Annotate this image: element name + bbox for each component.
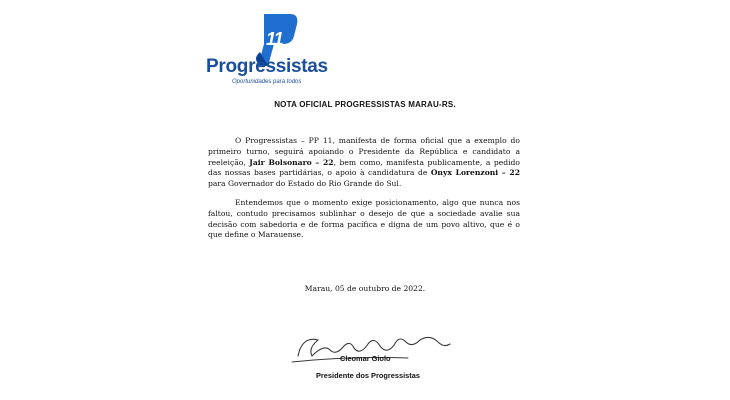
paragraph-position: Entendemos que o momento exige posicionamento, algo que nunca nos faltou, contudo precisamos sublinhar o desejo de que a sociedade avalie sua decisão com sabedoria e de forma pacífica e digna de um povo altivo, que é o que define o Marauense. bbox=[208, 197, 520, 240]
document-date: Marau, 05 de outubro de 2022. bbox=[304, 284, 426, 293]
document-title: NOTA OFICIAL PROGRESSISTAS MARAU-RS. bbox=[274, 100, 456, 109]
signer-name: Cleomar Giolo bbox=[340, 354, 391, 363]
party-number: 11 bbox=[266, 29, 283, 49]
paragraph-support-text-3: para Governador do Estado do Rio Grande do Sul. bbox=[208, 179, 402, 189]
paragraph-support-text-1: O Progressistas – PP 11, manifesta de forma oficial que a exemplo do primeiro turno, seguirá apoiando o Presidente da República e candidato a reeleição, bbox=[208, 136, 520, 167]
signer-role: Presidente dos Progressistas bbox=[316, 371, 420, 380]
paragraph-support-text-2: , bem como, manifesta publicamente, a pedido das nossas bases partidárias, o apoio à candidatura de bbox=[208, 157, 520, 178]
party-wordmark: Progressistas bbox=[206, 56, 328, 77]
paragraph-support bbox=[208, 136, 520, 190]
party-tagline: Oportunidades para todos bbox=[232, 79, 302, 85]
party-logo bbox=[206, 12, 336, 84]
candidate-governor: Onyx Lorenzoni – 22 bbox=[430, 168, 520, 178]
candidate-president: Jair Bolsonaro – 22 bbox=[249, 157, 334, 167]
document-body bbox=[208, 136, 520, 249]
